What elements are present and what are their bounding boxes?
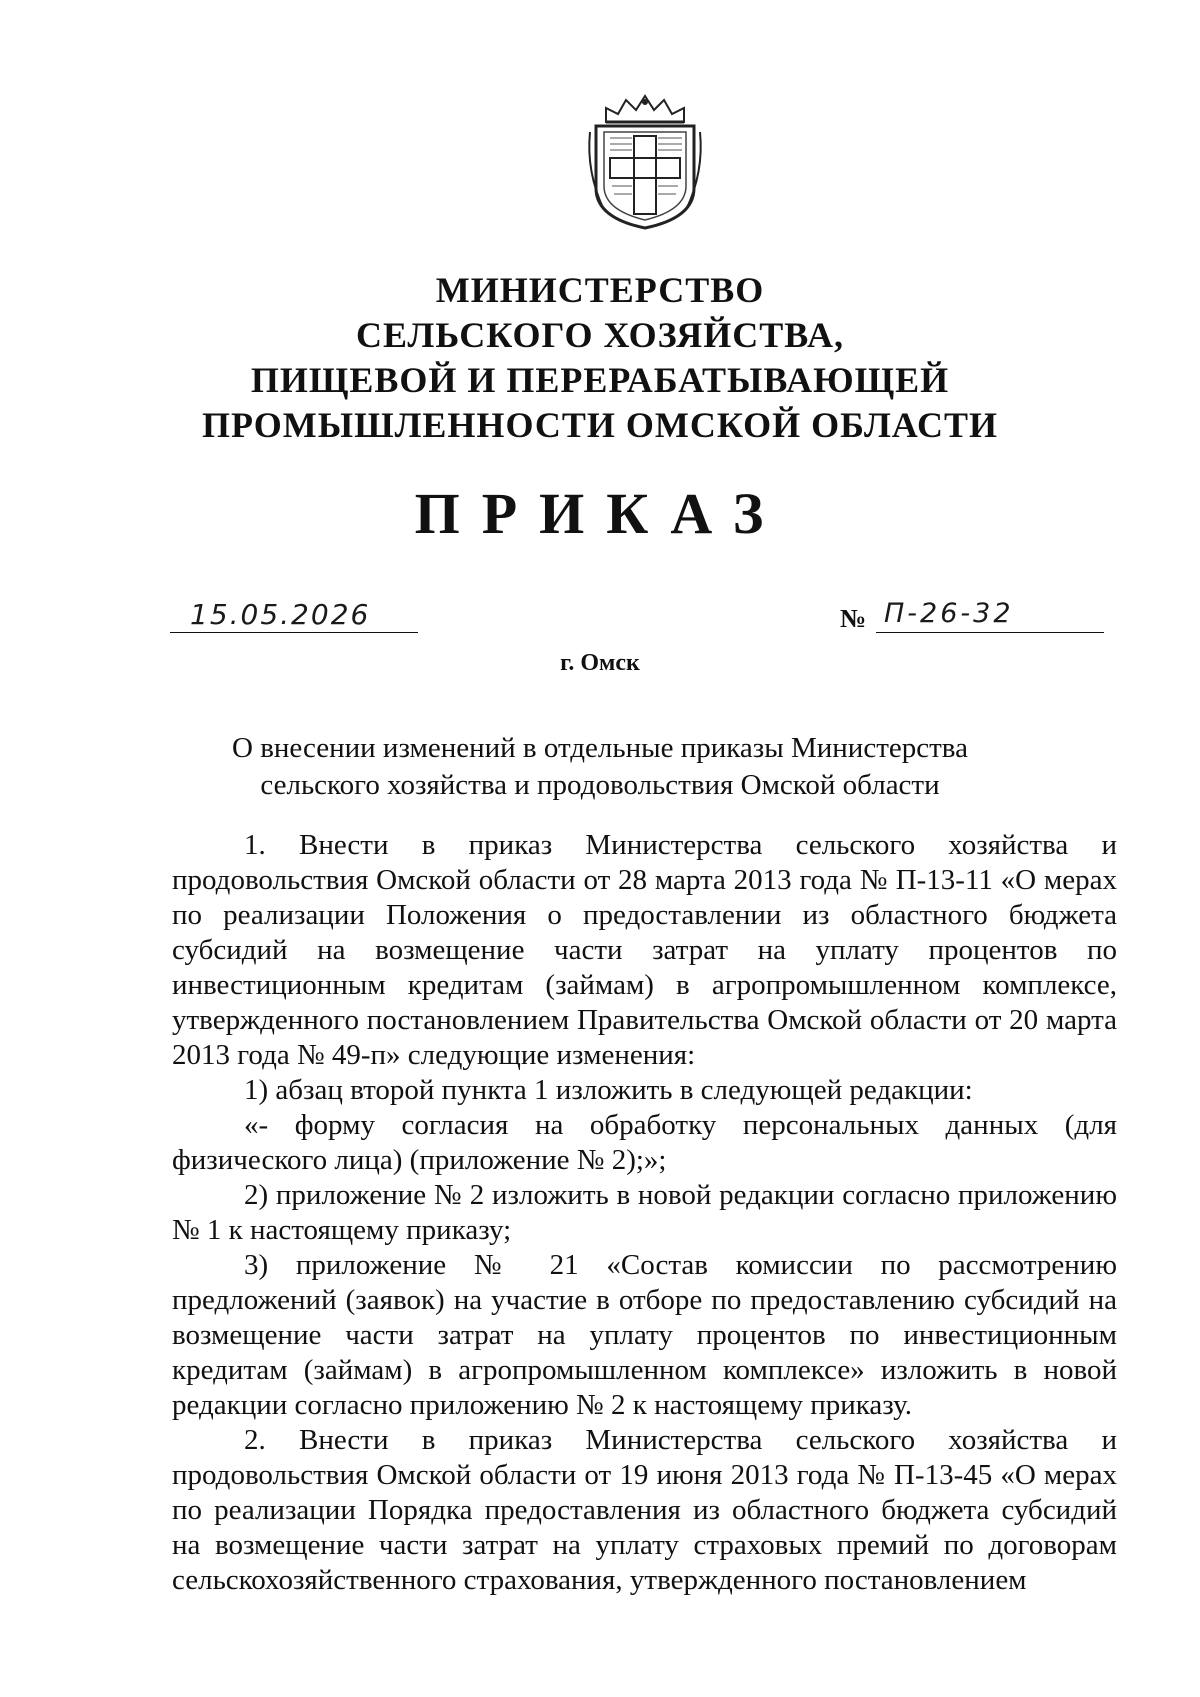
paragraph-1-1: 1) абзац второй пункта 1 изложить в следующей редакции: <box>244 1074 973 1106</box>
date-field <box>170 598 418 633</box>
order-body <box>172 828 1117 1598</box>
paragraph-2: 2. Внести в приказ Министерства сельского хозяйства и продовольствия Омской области от 19 июня 2013 года № П-13-45 «О мерах по реализации Порядка предоставления из областного бюджета субсидий на возмещение части затрат на уплату страховых премий по договорам сельскохозяйственного страхования, утвержденного постановлением <box>172 1424 1117 1596</box>
document-type-title: ПРИКАЗ <box>414 481 786 546</box>
handwritten-date: 15.05.2026 <box>190 598 371 631</box>
ministry-line-4: ПРОМЫШЛЕННОСТИ ОМСКОЙ ОБЛАСТИ <box>201 405 999 445</box>
number-field <box>876 598 1104 633</box>
paragraph-1: 1. Внести в приказ Министерства сельского хозяйства и продовольствия Омской области от 28 марта 2013 года № П-13-11 «О мерах по реализации Положения о предоставлении из областного бюджета субсидий на возмещение части затрат на уплату процентов по инвестиционным кредитам (займам) в агропромышленном комплексе, утвержденного постановлением Правительства Омской области от 20 марта 2013 года № 49-п» следующие изменения: <box>172 829 1117 1071</box>
ministry-name <box>150 268 1050 448</box>
paragraph-1-2: 2) приложение № 2 изложить в новой редакции согласно приложению № 1 к настоящему приказу; <box>172 1179 1117 1246</box>
coat-of-arms-emblem <box>584 92 706 232</box>
order-subject: О внесении изменений в отдельные приказы Министерства сельского хозяйства и продовольствия Омской области <box>232 732 968 801</box>
ministry-line-1: МИНИСТЕРСТВО <box>435 270 765 310</box>
ministry-line-3: ПИЩЕВОЙ И ПЕРЕРАБАТЫВАЮЩЕЙ <box>250 360 950 400</box>
paragraph-1-3: 3) приложение № 21 «Состав комиссии по рассмотрению предложений (заявок) на участие в отборе по предоставлению субсидий на возмещение части затрат на уплату процентов по инвестиционным кредитам (займам) в агропромышленном комплексе» изложить в новой редакции согласно приложению № 2 к настоящему приказу. <box>172 1249 1117 1421</box>
handwritten-number: П-26-32 <box>884 598 1014 629</box>
paragraph-1-1-text: «- форму согласия на обработку персональных данных (для физического лица) (приложение № 2);»; <box>172 1109 1117 1176</box>
number-label: № <box>840 604 867 633</box>
ministry-line-2: СЕЛЬСКОГО ХОЗЯЙСТВА, <box>355 315 845 355</box>
city: г. Омск <box>560 650 640 676</box>
